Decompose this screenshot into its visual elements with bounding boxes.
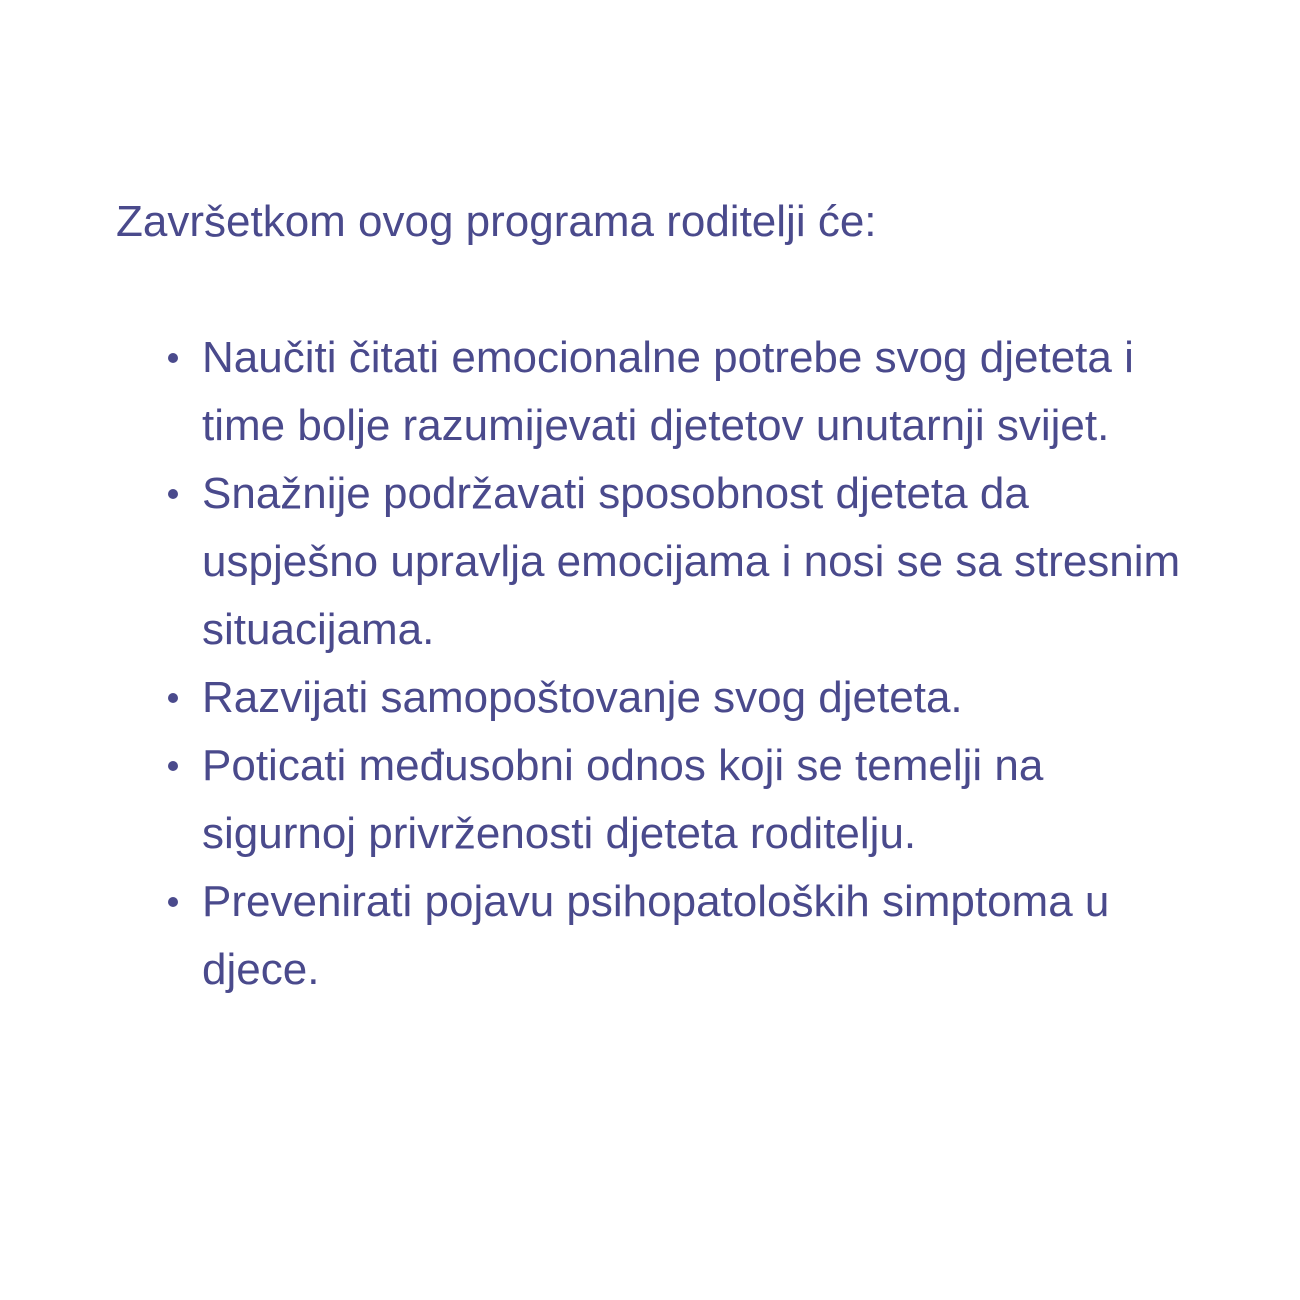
goal-text: Prevenirati pojavu psihopatoloških simptoma u djece. (202, 877, 1110, 994)
bullet-icon (168, 897, 178, 907)
goal-item (202, 868, 1192, 1004)
bullet-icon (168, 489, 178, 499)
program-outcomes (116, 188, 1196, 994)
bullet-icon (168, 353, 178, 363)
bullet-icon (168, 761, 178, 771)
goal-text: Snažnije podržavati sposobnost djeteta da uspješno upravlja emocijama i nosi se sa stresnim situacijama. (202, 469, 1181, 654)
goal-text: Poticati međusobni odnos koji se temelji na sigurnoj privrženosti djeteta roditelju. (202, 741, 1044, 858)
goal-item (202, 664, 1192, 732)
goals-list (202, 324, 1192, 1004)
bullet-icon (168, 693, 178, 703)
goal-text: Naučiti čitati emocionalne potrebe svog djeteta i time bolje razumijevati djetetov unutarnji svijet. (202, 333, 1134, 450)
goal-item (202, 732, 1192, 868)
goal-item (202, 460, 1192, 664)
intro-text: Završetkom ovog programa roditelji će: (116, 197, 877, 246)
goal-text: Razvijati samopoštovanje svog djeteta. (202, 673, 963, 722)
goal-item (202, 324, 1192, 460)
